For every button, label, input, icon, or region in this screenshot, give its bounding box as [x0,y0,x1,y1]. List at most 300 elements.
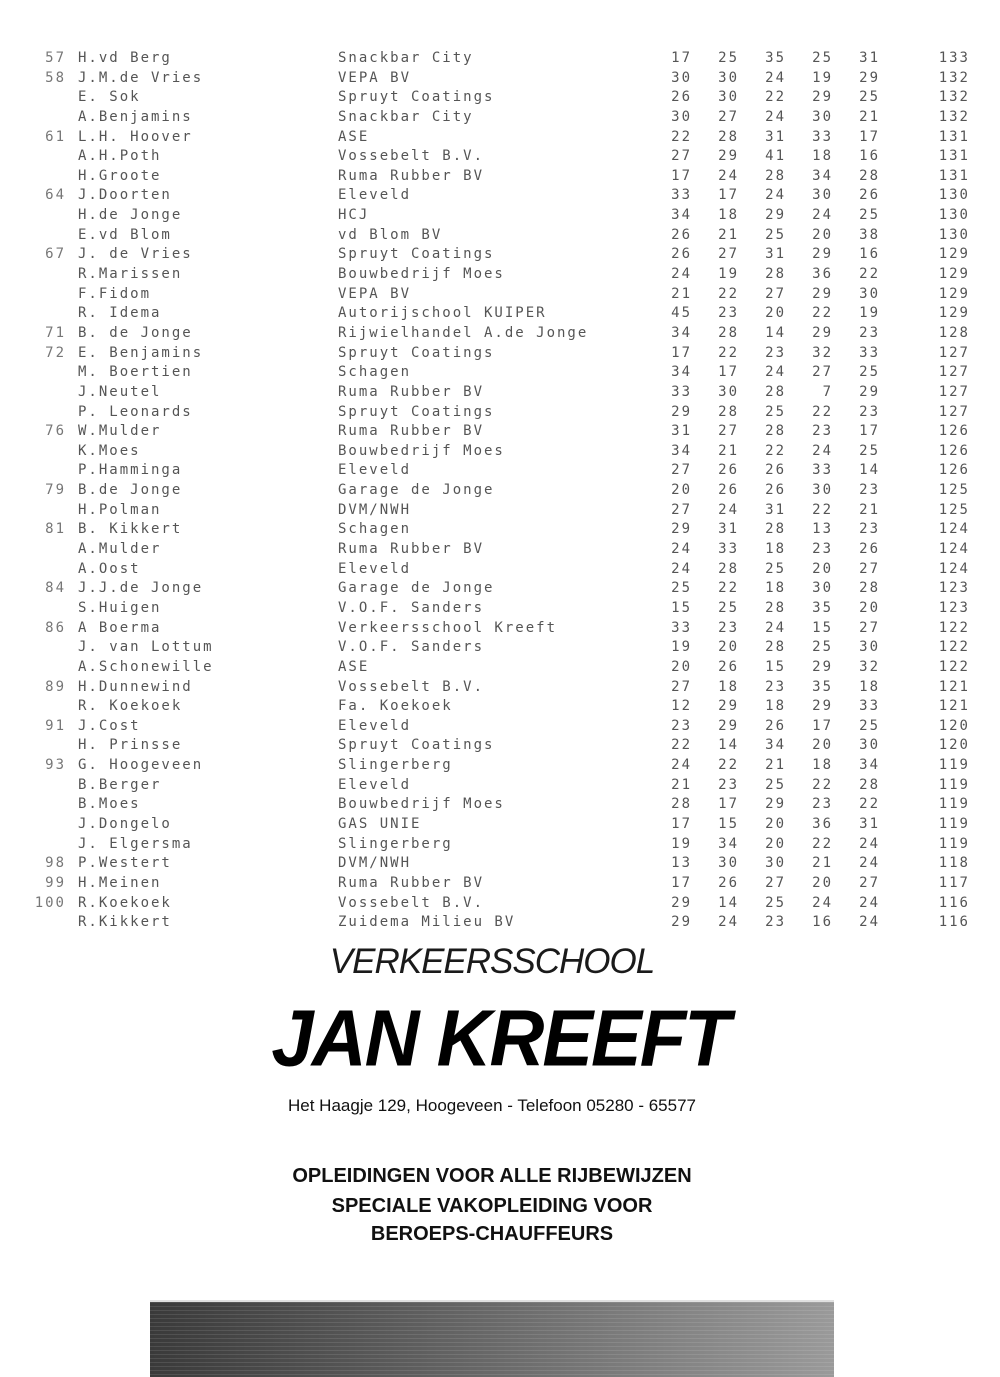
result-score: 29 [718,698,739,715]
result-score: 24 [765,187,786,204]
result-score: 20 [812,560,833,577]
result-score: 31 [765,128,786,145]
result-score: 29 [812,324,833,341]
result-total: 129 [938,285,970,302]
result-total: 122 [938,639,970,656]
result-score: 29 [859,69,880,86]
result-club: Spruyt Coatings [338,403,495,420]
result-score: 14 [718,737,739,754]
result-score: 27 [859,619,880,636]
result-score: 24 [671,266,692,283]
result-score: 16 [859,246,880,263]
result-score: 21 [718,226,739,243]
result-score: 31 [859,815,880,832]
result-name: S.Huigen [78,599,162,616]
result-club: Verkeersschool Kreeft [338,619,558,636]
result-score: 33 [812,462,833,479]
result-score: 33 [671,619,692,636]
result-score: 26 [718,462,739,479]
result-club: Fa. Koekoek [338,698,453,715]
result-score: 17 [671,874,692,891]
result-row [0,854,1000,874]
result-score: 24 [812,894,833,911]
result-club: Slingerberg [338,757,453,774]
result-total: 121 [938,698,970,715]
result-club: V.O.F. Sanders [338,599,485,616]
result-row [0,717,1000,737]
result-total: 118 [938,855,970,872]
result-club: GAS UNIE [338,815,422,832]
advert-tagline-3: BEROEPS-CHAUFFEURS [370,1223,614,1245]
result-score: 30 [718,855,739,872]
result-score: 25 [765,560,786,577]
result-score: 23 [859,324,880,341]
result-club: Eleveld [338,187,412,204]
result-row [0,599,1000,619]
result-score: 28 [765,599,786,616]
result-score: 25 [859,89,880,106]
result-score: 25 [859,207,880,224]
result-row [0,678,1000,698]
result-score: 28 [859,776,880,793]
result-score: 24 [671,541,692,558]
result-name: R.Marissen [78,266,183,283]
result-score: 25 [859,442,880,459]
result-score: 29 [671,914,692,931]
result-row [0,363,1000,383]
result-total: 119 [938,835,970,852]
result-row [0,874,1000,894]
result-score: 29 [671,521,692,538]
result-score: 18 [765,541,786,558]
result-total: 131 [938,148,970,165]
result-score: 27 [765,285,786,302]
result-total: 124 [938,521,970,538]
result-score: 33 [671,383,692,400]
result-row [0,383,1000,403]
result-club: vd Blom BV [338,226,443,243]
result-score: 33 [812,128,833,145]
result-score: 25 [671,580,692,597]
result-club: Eleveld [338,776,412,793]
result-rank: 67 [45,246,66,263]
result-row [0,344,1000,364]
result-club: Schagen [338,364,412,381]
result-total: 126 [938,442,970,459]
result-row [0,540,1000,560]
result-score: 27 [765,874,786,891]
result-score: 24 [859,914,880,931]
result-name: E.vd Blom [78,226,172,243]
result-score: 23 [859,482,880,499]
result-name: J.M.de Vries [78,69,204,86]
result-score: 24 [765,619,786,636]
result-name: H.Dunnewind [78,678,193,695]
result-row [0,422,1000,442]
result-score: 25 [765,403,786,420]
result-score: 34 [671,324,692,341]
result-rank: 84 [45,580,66,597]
result-score: 25 [859,364,880,381]
result-score: 19 [671,835,692,852]
result-score: 27 [671,678,692,695]
result-score: 28 [765,383,786,400]
result-score: 22 [859,796,880,813]
result-rank: 71 [45,324,66,341]
result-score: 21 [859,108,880,125]
result-club: Spruyt Coatings [338,737,495,754]
result-score: 19 [671,639,692,656]
result-row [0,206,1000,226]
result-score: 31 [718,521,739,538]
result-score: 32 [812,344,833,361]
result-club: Slingerberg [338,835,453,852]
result-score: 29 [859,383,880,400]
result-score: 24 [812,207,833,224]
result-club: ASE [338,658,370,675]
result-club: Ruma Rubber BV [338,423,485,440]
result-total: 126 [938,462,970,479]
result-score: 20 [765,815,786,832]
result-score: 14 [765,324,786,341]
result-score: 15 [812,619,833,636]
result-row [0,461,1000,481]
result-row [0,658,1000,678]
result-score: 21 [671,285,692,302]
result-score: 22 [718,580,739,597]
result-total: 121 [938,678,970,695]
result-score: 21 [765,757,786,774]
result-score: 23 [718,305,739,322]
result-score: 20 [671,658,692,675]
result-score: 16 [812,914,833,931]
result-score: 30 [859,285,880,302]
result-rank: 61 [45,128,66,145]
result-score: 30 [812,187,833,204]
result-score: 34 [671,442,692,459]
result-score: 28 [765,521,786,538]
result-row [0,403,1000,423]
result-row [0,265,1000,285]
result-score: 20 [812,226,833,243]
result-name: J.Neutel [78,383,162,400]
result-score: 28 [718,128,739,145]
result-club: VEPA BV [338,69,412,86]
result-name: H.vd Berg [78,50,172,66]
result-score: 33 [859,698,880,715]
result-score: 30 [765,855,786,872]
result-score: 15 [718,815,739,832]
result-name: A.Oost [78,560,141,577]
result-score: 29 [718,717,739,734]
result-score: 17 [671,50,692,66]
result-score: 17 [671,167,692,184]
result-name: W.Mulder [78,423,162,440]
result-score: 17 [671,344,692,361]
result-name: R.Koekoek [78,894,172,911]
result-row [0,776,1000,796]
result-score: 26 [765,462,786,479]
result-row [0,894,1000,914]
result-name: P.Westert [78,855,172,872]
result-score: 26 [765,482,786,499]
result-score: 27 [718,246,739,263]
advert-photo-banner [150,1300,834,1377]
result-score: 45 [671,305,692,322]
result-total: 131 [938,128,970,145]
result-score: 18 [718,207,739,224]
result-score: 22 [812,776,833,793]
result-score: 18 [718,678,739,695]
result-name: H.Groote [78,167,162,184]
result-score: 21 [812,855,833,872]
result-score: 30 [859,639,880,656]
result-row [0,226,1000,246]
result-total: 122 [938,619,970,636]
result-score: 24 [718,501,739,518]
result-rank: 99 [45,874,66,891]
result-score: 26 [765,717,786,734]
result-total: 119 [938,757,970,774]
result-score: 27 [671,462,692,479]
result-name: J. Elgersma [78,835,193,852]
result-total: 125 [938,501,970,518]
result-score: 18 [765,580,786,597]
result-score: 30 [859,737,880,754]
result-score: 36 [812,266,833,283]
result-score: 29 [765,796,786,813]
result-club: Ruma Rubber BV [338,167,485,184]
result-total: 119 [938,776,970,793]
result-name: B.de Jonge [78,482,183,499]
result-score: 28 [765,423,786,440]
result-score: 18 [812,148,833,165]
result-total: 127 [938,364,970,381]
result-row [0,697,1000,717]
result-row [0,324,1000,344]
result-club: Eleveld [338,717,412,734]
result-score: 13 [671,855,692,872]
result-club: HCJ [338,207,370,224]
result-rank: 57 [45,50,66,66]
result-score: 24 [765,364,786,381]
result-score: 23 [765,344,786,361]
result-total: 120 [938,737,970,754]
result-score: 23 [765,914,786,931]
result-score: 31 [859,50,880,66]
result-score: 12 [671,698,692,715]
result-rank: 89 [45,678,66,695]
result-club: Ruma Rubber BV [338,541,485,558]
result-score: 19 [812,69,833,86]
result-score: 22 [859,266,880,283]
result-score: 30 [671,69,692,86]
result-score: 25 [718,599,739,616]
result-rank: 81 [45,521,66,538]
result-total: 127 [938,383,970,400]
result-row [0,442,1000,462]
result-score: 25 [765,894,786,911]
result-score: 29 [765,207,786,224]
result-score: 28 [765,639,786,656]
result-score: 13 [812,521,833,538]
result-score: 30 [812,482,833,499]
result-club: Bouwbedrijf Moes [338,442,505,459]
result-score: 23 [765,678,786,695]
result-total: 129 [938,266,970,283]
result-club: Ruma Rubber BV [338,383,485,400]
result-club: Spruyt Coatings [338,246,495,263]
result-score: 31 [671,423,692,440]
result-score: 41 [765,148,786,165]
result-score: 34 [765,737,786,754]
result-score: 20 [671,482,692,499]
result-score: 23 [812,796,833,813]
result-score: 28 [765,167,786,184]
result-score: 20 [812,737,833,754]
result-rank: 98 [45,855,66,872]
result-club: V.O.F. Sanders [338,639,485,656]
result-score: 17 [718,796,739,813]
result-rank: 64 [45,187,66,204]
result-score: 28 [859,580,880,597]
result-score: 22 [812,403,833,420]
result-score: 26 [718,874,739,891]
result-score: 22 [812,501,833,518]
result-total: 128 [938,324,970,341]
result-score: 35 [765,50,786,66]
result-score: 29 [671,403,692,420]
result-club: Garage de Jonge [338,482,495,499]
result-score: 27 [859,874,880,891]
result-score: 34 [718,835,739,852]
result-score: 20 [859,599,880,616]
result-score: 26 [671,226,692,243]
result-name: E. Benjamins [78,344,204,361]
result-total: 122 [938,658,970,675]
result-club: Vossebelt B.V. [338,148,485,165]
result-score: 35 [812,678,833,695]
result-score: 22 [718,757,739,774]
result-row [0,835,1000,855]
advert-subtitle: VERKEERSSCHOOL [329,942,655,981]
result-score: 18 [765,698,786,715]
result-club: DVM/NWH [338,855,412,872]
result-score: 23 [812,423,833,440]
result-row [0,520,1000,540]
result-score: 22 [671,128,692,145]
result-score: 34 [671,207,692,224]
result-total: 132 [938,89,970,106]
result-score: 26 [718,482,739,499]
result-club: Bouwbedrijf Moes [338,796,505,813]
result-score: 26 [671,246,692,263]
result-row [0,736,1000,756]
result-total: 125 [938,482,970,499]
result-score: 7 [822,383,833,400]
result-row [0,245,1000,265]
result-row [0,501,1000,521]
result-total: 116 [938,914,970,931]
result-score: 22 [765,89,786,106]
result-name: J.Doorten [78,187,172,204]
result-row [0,128,1000,148]
result-score: 34 [859,757,880,774]
result-score: 17 [859,128,880,145]
result-score: 16 [859,148,880,165]
result-score: 30 [812,580,833,597]
result-score: 17 [859,423,880,440]
result-row [0,69,1000,89]
result-score: 38 [859,226,880,243]
result-total: 124 [938,560,970,577]
result-row [0,285,1000,305]
result-name: A.Schonewille [78,658,214,675]
result-score: 33 [718,541,739,558]
result-club: Snackbar City [338,108,474,125]
result-score: 23 [718,619,739,636]
result-score: 29 [812,246,833,263]
result-score: 24 [812,442,833,459]
result-name: A Boerma [78,619,162,636]
result-score: 20 [765,305,786,322]
result-club: Bouwbedrijf Moes [338,266,505,283]
result-score: 28 [718,324,739,341]
result-rank: 76 [45,423,66,440]
result-rank: 91 [45,717,66,734]
result-score: 33 [671,187,692,204]
result-score: 20 [765,835,786,852]
result-score: 25 [765,226,786,243]
result-score: 30 [718,89,739,106]
result-name: J.Dongelo [78,815,172,832]
result-score: 27 [718,423,739,440]
result-rank: 79 [45,482,66,499]
result-club: Eleveld [338,560,412,577]
result-score: 23 [718,776,739,793]
result-score: 28 [671,796,692,813]
result-score: 23 [812,541,833,558]
result-score: 26 [718,658,739,675]
result-rank: 72 [45,344,66,361]
result-score: 25 [812,639,833,656]
result-score: 19 [718,266,739,283]
result-total: 127 [938,344,970,361]
result-score: 24 [718,167,739,184]
result-score: 29 [718,148,739,165]
result-score: 34 [812,167,833,184]
result-row [0,913,1000,933]
result-name: B. de Jonge [78,324,193,341]
result-row [0,108,1000,128]
result-score: 24 [718,914,739,931]
result-total: 129 [938,305,970,322]
result-score: 32 [859,658,880,675]
result-score: 26 [859,541,880,558]
result-score: 22 [718,344,739,361]
result-club: Vossebelt B.V. [338,678,485,695]
result-total: 120 [938,717,970,734]
result-score: 22 [671,737,692,754]
result-name: B.Moes [78,796,141,813]
result-score: 31 [765,246,786,263]
results-table [0,49,1000,933]
result-row [0,795,1000,815]
result-score: 22 [812,835,833,852]
result-score: 34 [671,364,692,381]
result-score: 20 [718,639,739,656]
result-club: Schagen [338,521,412,538]
